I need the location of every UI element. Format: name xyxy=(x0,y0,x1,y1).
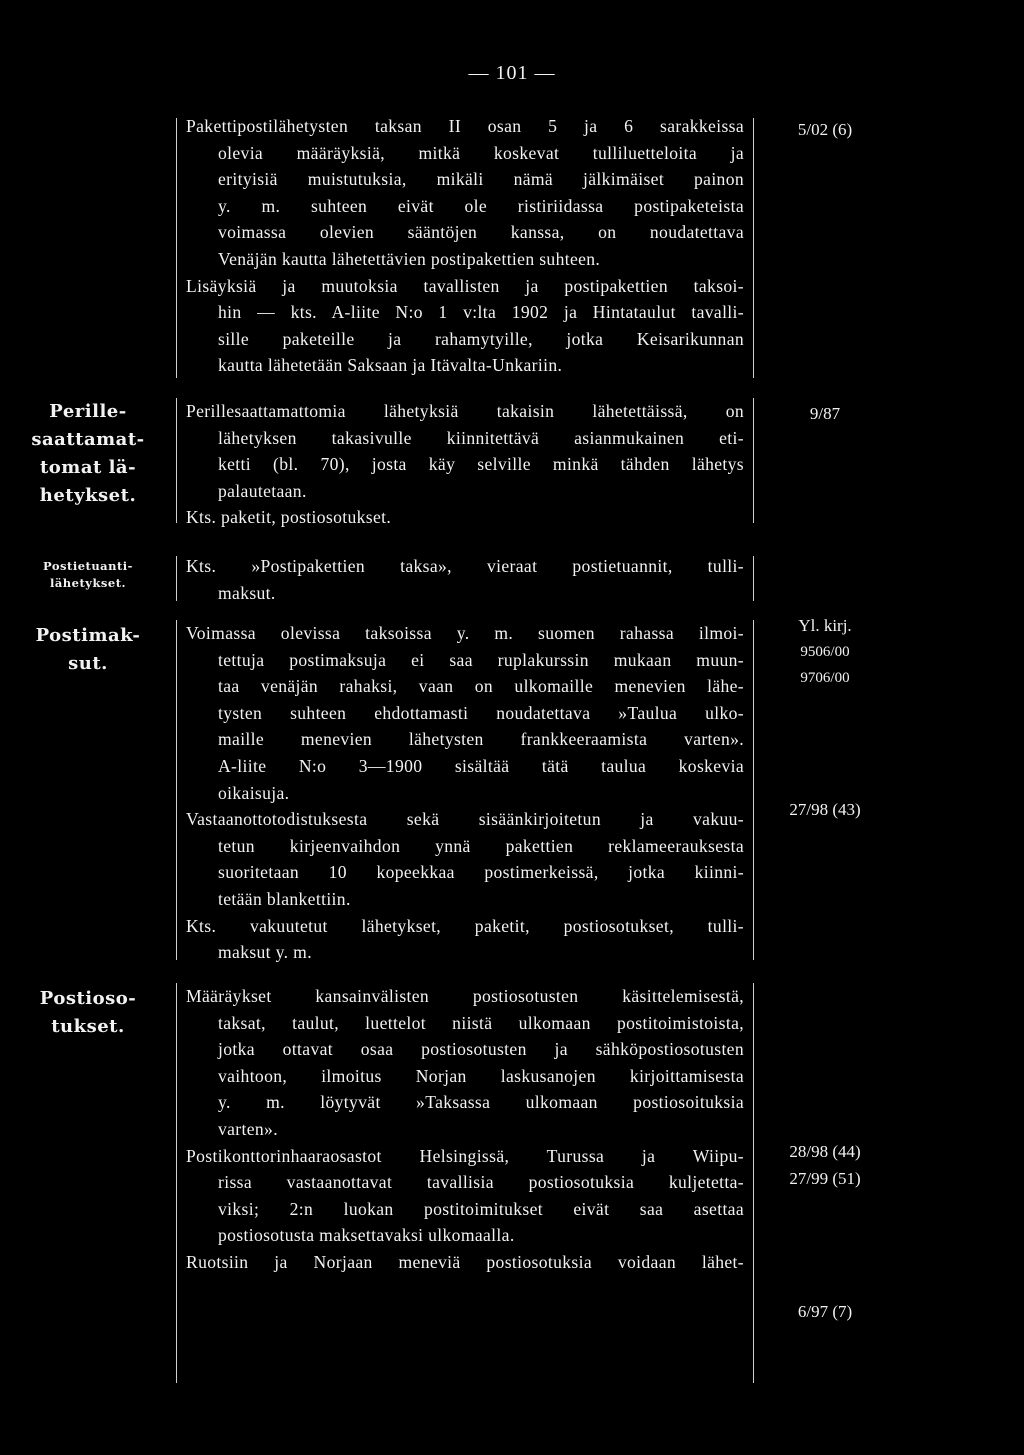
text-line: tysten suhteen ehdottamasti noudatettava »Taulua ulko- xyxy=(218,702,744,723)
text-line: Pakettipostilähetysten taksan II osan 5 ja 6 sarakkeissa xyxy=(186,116,744,136)
text-line: maksut y. m. xyxy=(218,942,312,963)
text-line: jotka ottavat osaa postiosotusten ja sähköpostiosotusten xyxy=(218,1039,744,1060)
text-line: taksat, taulut, luettelot niistä ulkomaan postitoimistoista, xyxy=(218,1012,744,1033)
heading-line: saattamat- xyxy=(31,429,145,450)
text-line: tetään blankettiin. xyxy=(218,888,351,909)
reference-note: 9506/00 xyxy=(800,644,850,660)
column-rule-right xyxy=(753,983,754,1383)
column-rule-left xyxy=(176,620,177,960)
text-line: Lisäyksiä ja muutoksia tavallisten ja postipakettien taksoi- xyxy=(186,275,744,296)
heading-line: Perille- xyxy=(49,401,127,422)
paragraph-postiosotukset xyxy=(186,983,744,1276)
reference-note: 6/97 (7) xyxy=(797,1302,853,1321)
margin-heading-perillesaattamattomat xyxy=(8,398,168,510)
text-line: Postikonttorinhaaraosastot Helsingissä, Turussa ja Wiipu- xyxy=(186,1145,744,1166)
column-rule-left xyxy=(176,556,177,601)
heading-line: tomat lä- xyxy=(39,457,137,478)
paragraph-postimaksut xyxy=(186,620,744,966)
heading-line: lähetykset. xyxy=(49,576,127,590)
text-line: lähetyksen takasivulle kiinnitettävä asianmukainen eti- xyxy=(218,427,744,448)
text-line: Voimassa olevissa taksoissa y. m. suomen rahassa ilmoi- xyxy=(186,623,744,643)
column-rule-left xyxy=(176,983,177,1383)
text-line: tettuja postimaksuja ei saa ruplakurssin mukaan muun- xyxy=(218,649,744,670)
text-line: rissa vastaanottavat tavallisia postiosotuksia kuljetetta- xyxy=(218,1172,744,1193)
reference-note: 27/98 (43) xyxy=(789,800,861,819)
text-line: oikaisuja. xyxy=(218,782,290,803)
heading-line: hetykset. xyxy=(39,485,137,506)
text-line: maille menevien lähetysten frankkeeraamista varten». xyxy=(218,729,744,750)
reference-note: 28/98 (44) xyxy=(789,1142,861,1161)
text-line: y. m. suhteen eivät ole ristiriidassa postipaketeista xyxy=(218,195,744,216)
text-line: Kts. paketit, postiosotukset. xyxy=(186,507,392,528)
text-line: viksi; 2:n luokan postitoimitukset eivät saa asettaa xyxy=(218,1198,744,1219)
text-line: Venäjän kautta lähetettävien postipakettien suhteen. xyxy=(218,248,601,269)
text-line: palautetaan. xyxy=(218,480,307,501)
column-rule-right xyxy=(753,620,754,960)
text-line: vaihtoon, ilmoitus Norjan laskusanojen kirjoittamisesta xyxy=(218,1065,744,1086)
margin-heading-postimaksut xyxy=(8,622,168,678)
text-line: taa venäjän rahaksi, vaan on ulkomaille menevien lähe- xyxy=(218,676,744,697)
text-line: Perillesaattamattomia lähetyksiä takaisin lähetettäissä, on xyxy=(186,401,744,421)
text-line: postiosotusta maksettavaksi ulkomaalla. xyxy=(218,1225,515,1246)
text-line: hin — kts. A-liite N:o 1 v:lta 1902 ja Hintataulut tavalli- xyxy=(218,302,744,323)
text-line: Määräykset kansainvälisten postiosotusten käsittelemisestä, xyxy=(186,986,744,1006)
paragraph-postietuanti xyxy=(186,553,744,606)
text-line: Ruotsiin ja Norjaan meneviä postiosotuksia voidaan lähet- xyxy=(186,1251,744,1272)
text-line: maksut. xyxy=(218,582,276,603)
heading-line: sut. xyxy=(68,653,108,674)
heading-line: Postioso- xyxy=(39,988,137,1009)
margin-heading-postiosotukset xyxy=(8,985,168,1041)
heading-line: tukset. xyxy=(51,1016,125,1037)
reference-note: 27/99 (51) xyxy=(789,1169,861,1188)
paragraph-perillesaattamattomat xyxy=(186,398,744,531)
page-number: — 101 — xyxy=(468,62,556,84)
reference-note: 5/02 (6) xyxy=(797,120,853,139)
column-rule-right xyxy=(753,398,754,523)
text-line: Kts. vakuutetut lähetykset, paketit, postiosotukset, tulli- xyxy=(186,915,744,936)
text-line: erityisiä muistutuksia, mikäli nämä jälkimäiset painon xyxy=(218,169,744,190)
reference-note: Yl. kirj. xyxy=(798,616,852,635)
text-line: olevia määräyksiä, mitkä koskevat tulliluetteloita ja xyxy=(218,142,744,163)
text-line: suoritetaan 10 kopeekkaa postimerkeissä, jotka kiinni- xyxy=(218,862,744,883)
column-rule-right xyxy=(753,556,754,601)
reference-note: 9/87 xyxy=(809,404,841,423)
text-line: Vastaanottotodistuksesta sekä sisäänkirjoitetun ja vakuu- xyxy=(186,809,744,830)
column-rule-left xyxy=(176,118,177,378)
heading-line: Postietuanti- xyxy=(43,559,133,573)
text-line: tetun kirjeenvaihdon ynnä pakettien reklameerauksesta xyxy=(218,835,744,856)
text-line: varten». xyxy=(218,1118,278,1139)
text-line: A-liite N:o 3—1900 sisältää tätä taulua koskevia xyxy=(218,755,744,776)
text-line: sille paketeille ja rahamytyille, jotka Keisarikunnan xyxy=(218,328,744,349)
reference-note: 9706/00 xyxy=(800,670,850,686)
column-rule-left xyxy=(176,398,177,523)
text-line: ketti (bl. 70), josta käy selville minkä tähden lähetys xyxy=(218,454,744,475)
margin-heading-postietuanti xyxy=(8,558,168,592)
text-line: Kts. »Postipakettien taksa», vieraat postietuannit, tulli- xyxy=(186,556,744,576)
column-rule-right xyxy=(753,118,754,378)
text-line: voimassa olevien sääntöjen kanssa, on noudatettava xyxy=(218,222,744,243)
paragraph-paketti xyxy=(186,113,744,379)
text-line: kautta lähetetään Saksaan ja Itävalta-Unkariin. xyxy=(218,355,563,376)
heading-line: Postimak- xyxy=(35,625,141,646)
text-line: y. m. löytyvät »Taksassa ulkomaan postiosoituksia xyxy=(218,1092,744,1113)
